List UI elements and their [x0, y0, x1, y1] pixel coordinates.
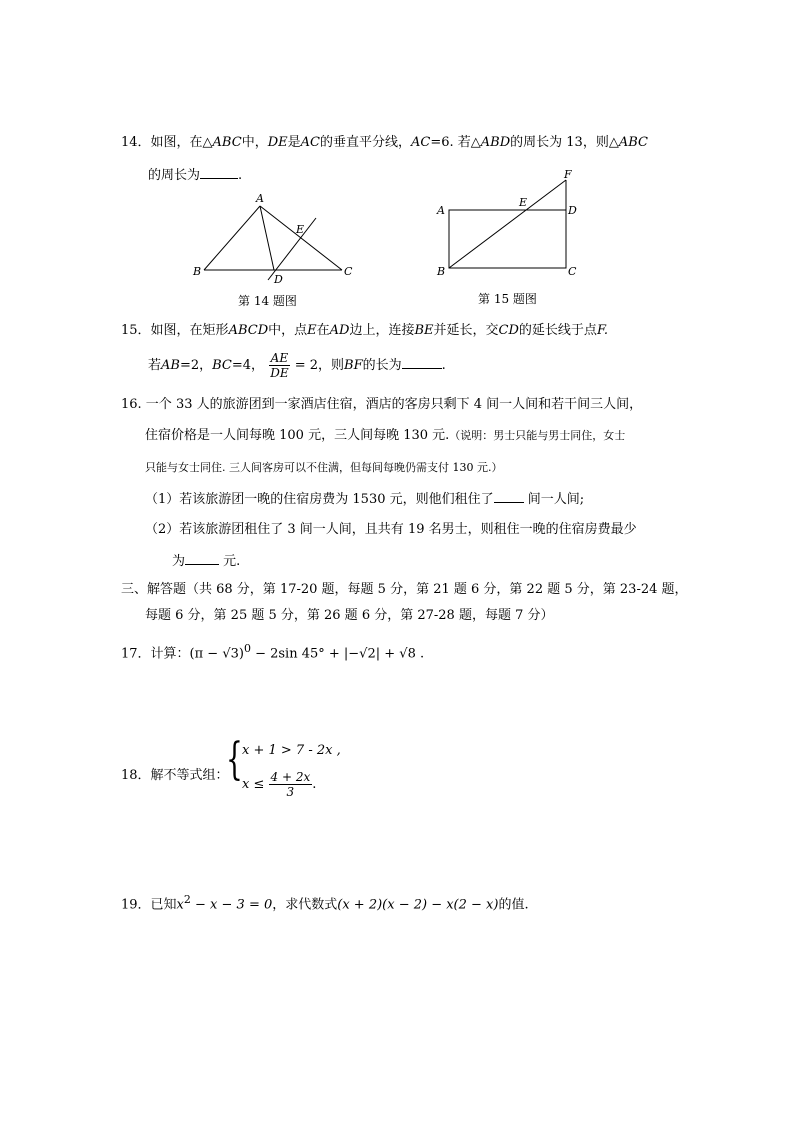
answer-blank[interactable] — [402, 356, 442, 369]
figure-15-rectangle — [432, 168, 592, 280]
q19: 19．已知$x^2 - x - 3 = 0$，求代数式(x + 2)(x − 2) − x(2 − x)的值. — [121, 893, 529, 913]
q14-line1: 14．如图，在△ABC中，DE是AC的垂直平分线，AC=6. 若△ABD的周长为 13，则△ABC — [121, 135, 648, 150]
q16-sub2-end: 为 元. — [172, 554, 241, 569]
label-d: D — [274, 273, 283, 286]
label-d: D — [568, 204, 577, 217]
q16-sub2: （2）若该旅游团租住了 3 间一人间，且共有 19 名男士，则租住一晚的住宿房费最少 — [145, 522, 637, 537]
label-c: C — [568, 265, 577, 278]
q15-line2: 若AB=2，BC=4， $\frac{AE}{DE}$ = 2，则BF的长为 . — [148, 351, 446, 380]
q14-line2: 的周长为 . — [148, 168, 243, 183]
answer-blank[interactable] — [494, 490, 524, 503]
side-ab — [204, 206, 260, 270]
label-a: A — [256, 192, 264, 205]
section3-heading: 三、解答题（共 68 分，第 17-20 题，每题 5 分，第 21 题 6 分，第 22 题 5 分，第 23-24 题， — [121, 582, 688, 597]
label-e: E — [296, 223, 305, 236]
q16-line3: 只能与女士同住. 三人间客房可以不住满，但每间每晚仍需支付 130 元.） — [145, 461, 503, 474]
label-b: B — [437, 265, 446, 278]
line-bf — [449, 180, 566, 268]
q18-ineq2: x ≤ $\frac{4 + 2x}{3}$ . — [242, 770, 317, 799]
label-f: F — [564, 168, 572, 181]
q16-line1: 16. 一个 33 人的旅游团到一家酒店住宿，酒店的客房只剩下 4 间一人间和若干间三人间， — [121, 397, 643, 412]
q16-sub1: （1）若该旅游团一晚的住宿房费为 1530 元，则他们租住了 间一人间; — [145, 492, 585, 507]
label-b: B — [193, 265, 202, 278]
label-e: E — [519, 196, 528, 209]
q16-line2: 住宿价格是一人间每晚 100 元，三人间每晚 130 元.（说明：男士只能与男士同住，女士 — [145, 428, 626, 443]
fraction-4-2x-over-3: $\frac{4 + 2x}{3}$ — [270, 770, 311, 799]
answer-blank[interactable] — [200, 166, 238, 179]
answer-blank[interactable] — [185, 552, 219, 565]
brace: { — [226, 734, 243, 785]
fraction-ae-de: $\frac{AE}{DE}$ — [270, 351, 289, 380]
figure-14-caption: 第 14 题图 — [238, 294, 297, 308]
q18-label: 18．解不等式组： — [121, 768, 229, 783]
figure-14-triangle — [190, 190, 360, 290]
q18-ineq1: x + 1 > 7 - 2x , — [242, 743, 341, 758]
label-c: C — [344, 265, 353, 278]
label-a: A — [437, 204, 445, 217]
section3-heading-line2: 每题 6 分，第 25 题 5 分，第 26 题 6 分，第 27-28 题，每题 7 分） — [145, 608, 554, 623]
q17: 17．计算：$(\pi - √3)^0 - 2\sin$ 45° + |−√2| + √8 . — [121, 642, 425, 662]
figure-15-caption: 第 15 题图 — [478, 292, 537, 306]
rectangle-abcd — [449, 210, 566, 268]
perpendicular-bisector-de — [268, 218, 316, 280]
q15-line1: 15．如图，在矩形ABCD中，点E在AD边上，连接BE并延长，交CD的延长线于点F. — [121, 323, 609, 338]
